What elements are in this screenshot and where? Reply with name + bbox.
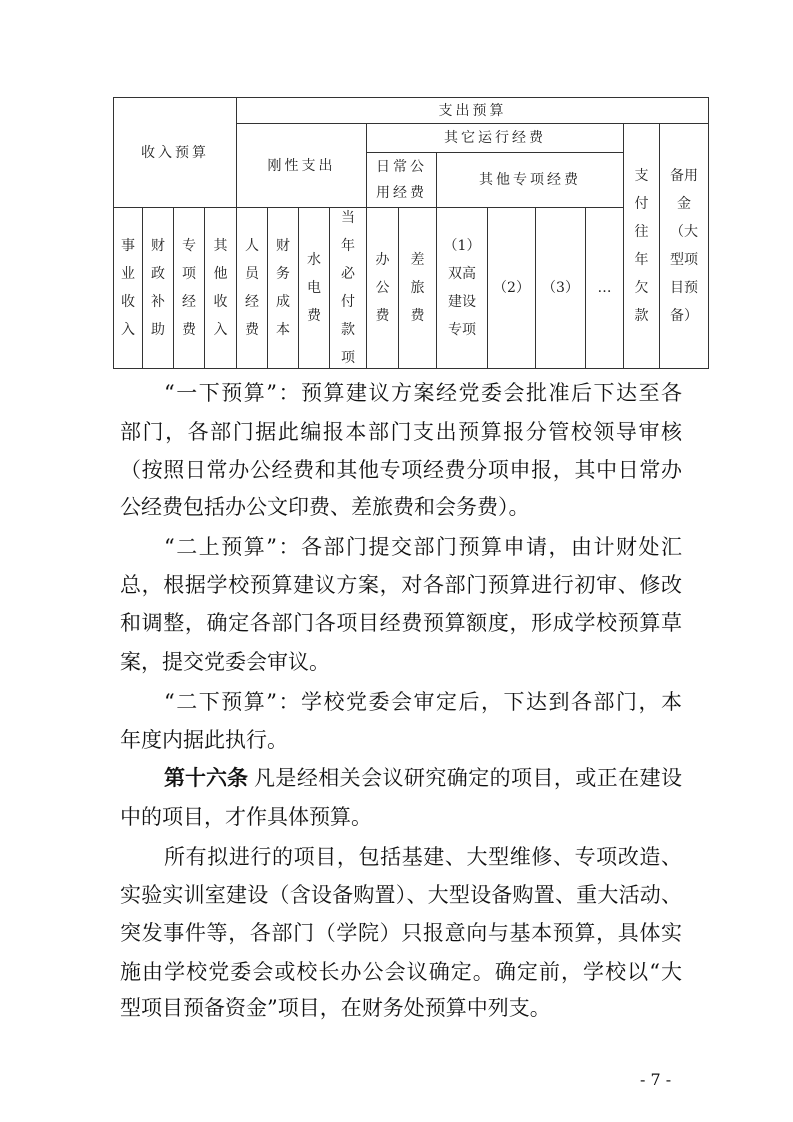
cell-text-line: 助 bbox=[151, 322, 165, 338]
cell-text-line: 费 bbox=[375, 308, 390, 324]
cell-text-line: 事 bbox=[121, 238, 135, 254]
cell-text-line: （1） bbox=[443, 238, 481, 254]
paragraph-line: 部门，各部门据此编报本部门支出预算报分管校领导审核 bbox=[120, 420, 682, 444]
cell-text-line: 政 bbox=[151, 266, 165, 282]
cell-text-line: 收 bbox=[213, 294, 228, 310]
cell-text-line: （2） bbox=[493, 280, 530, 296]
cell-text-line: 务 bbox=[276, 266, 290, 282]
cell-text-line: 往 bbox=[634, 224, 649, 240]
cell-text-line: 付 bbox=[634, 196, 649, 212]
rigid-expenditure-header bbox=[236, 123, 367, 208]
paragraph-line: 所有拟进行的项目，包括基建、大型维修、专项改造、 bbox=[164, 845, 682, 869]
cell-text-line: 款 bbox=[341, 322, 355, 338]
table-leaf-header bbox=[585, 207, 624, 369]
cell-text-line: 成 bbox=[276, 294, 290, 310]
past-arrears-header bbox=[623, 123, 660, 369]
cell-text-line: 备） bbox=[670, 308, 698, 324]
cell-text-line: 必 bbox=[341, 266, 355, 282]
paragraph-line: “二上预算”：各部门提交部门预算申请，由计财处汇 bbox=[164, 535, 682, 559]
table-leaf-header bbox=[487, 207, 536, 369]
paragraph-line: 年度内据此执行。 bbox=[120, 728, 288, 752]
reserve-fund-header bbox=[659, 123, 709, 369]
other-special-funds-header bbox=[436, 152, 624, 208]
cell-text-line: 支出预算 bbox=[438, 102, 507, 119]
cell-text-line: 差 bbox=[410, 252, 425, 268]
table-leaf-header bbox=[436, 207, 488, 369]
cell-text-line: 人 bbox=[245, 238, 259, 254]
paragraph-text: 凡是经相关会议研究确定的项目，或正在建设 bbox=[254, 766, 682, 790]
cell-text-line: 其他专项经费 bbox=[479, 172, 581, 188]
cell-text-line: 建设 bbox=[448, 294, 476, 310]
cell-text-line: 款 bbox=[634, 308, 649, 324]
cell-text-line: 办 bbox=[375, 252, 390, 268]
cell-text-line: 金 bbox=[677, 196, 691, 212]
cell-text-line: 其 bbox=[213, 238, 228, 254]
cell-text-line: 备用 bbox=[670, 168, 698, 184]
paragraph-line: “二下预算”：学校党委会审定后，下达到各部门，本 bbox=[164, 690, 682, 714]
paragraph-line: 实验实训室建设（含设备购置）、大型设备购置、重大活动、 bbox=[120, 883, 682, 907]
expenditure-budget-header bbox=[236, 97, 709, 124]
table-leaf-header bbox=[204, 207, 237, 369]
page-number: - 7 - bbox=[640, 1070, 672, 1089]
cell-text-line: 专项 bbox=[448, 322, 476, 338]
cell-text-line: 用经费 bbox=[376, 185, 427, 201]
cell-text-line: 日常公 bbox=[376, 159, 427, 175]
cell-text-line: 项 bbox=[341, 350, 355, 366]
cell-text-line: 项 bbox=[182, 266, 196, 282]
cell-text-line: 入 bbox=[121, 322, 135, 338]
paragraph-line: 型项目预备资金”项目，在财务处预算中列支。 bbox=[120, 996, 551, 1020]
cell-text-line: 本 bbox=[276, 322, 290, 338]
cell-text-line: 年 bbox=[634, 252, 649, 268]
cell-text-line: 欠 bbox=[634, 280, 649, 296]
cell-text-line: 型项 bbox=[670, 252, 698, 268]
table-leaf-header bbox=[298, 207, 330, 369]
cell-text-line: 费 bbox=[410, 308, 425, 324]
income-budget-header bbox=[113, 97, 237, 208]
cell-text-line: 入 bbox=[213, 322, 228, 338]
cell-text-line: 公 bbox=[375, 280, 390, 296]
table-leaf-header bbox=[236, 207, 268, 369]
daily-office-funds-header bbox=[366, 152, 437, 208]
paragraph-line: 总，根据学校预算建议方案，对各部门预算进行初审、修改 bbox=[120, 573, 682, 597]
cell-text-line: 目预 bbox=[670, 280, 698, 296]
cell-text-line: （3） bbox=[542, 280, 579, 296]
table-leaf-header bbox=[142, 207, 174, 369]
paragraph-line: 中的项目，才作具体预算。 bbox=[120, 805, 372, 829]
cell-text-line: 当 bbox=[341, 210, 355, 226]
cell-text-line: 旅 bbox=[410, 280, 425, 296]
table-leaf-header bbox=[535, 207, 586, 369]
cell-text-line: 费 bbox=[307, 308, 321, 324]
cell-text-line: 财 bbox=[276, 238, 290, 254]
table-leaf-header bbox=[267, 207, 299, 369]
cell-text-line: 双高 bbox=[448, 266, 476, 282]
cell-text-line: 费 bbox=[245, 322, 259, 338]
cell-text-line: 收 bbox=[121, 294, 135, 310]
cell-text-line: 业 bbox=[121, 266, 135, 282]
paragraph-line: 施由学校党委会或校长办公会议确定。确定前，学校以“大 bbox=[120, 960, 682, 984]
table-leaf-header bbox=[366, 207, 399, 369]
paragraph-line: 案，提交党委会审议。 bbox=[120, 650, 330, 674]
paragraph-line: 公经费包括办公文印费、差旅费和会务费）。 bbox=[120, 495, 530, 519]
paragraph-line: “一下预算”：预算建议方案经党委会批准后下达至各 bbox=[164, 381, 682, 405]
table-leaf-header bbox=[113, 207, 143, 369]
cell-text-line: 付 bbox=[341, 294, 355, 310]
cell-text-line: 财 bbox=[151, 238, 165, 254]
cell-text-line: 支 bbox=[634, 168, 649, 184]
cell-text-line: （大 bbox=[670, 224, 698, 240]
cell-text-line: 补 bbox=[151, 294, 165, 310]
cell-text-line: 经 bbox=[182, 294, 196, 310]
cell-text-line: 电 bbox=[307, 280, 321, 296]
table-leaf-header bbox=[398, 207, 437, 369]
cell-text-line: 其它运行经费 bbox=[444, 130, 546, 146]
table-leaf-header bbox=[329, 207, 367, 369]
cell-text-line: 经 bbox=[245, 294, 259, 310]
article-16-line bbox=[164, 763, 682, 793]
cell-text-line: … bbox=[597, 280, 612, 296]
cell-text-line: 年 bbox=[341, 238, 355, 254]
cell-text-line: 刚性支出 bbox=[267, 157, 336, 174]
cell-text-line: 水 bbox=[307, 252, 321, 268]
cell-text-line: 他 bbox=[213, 266, 228, 282]
paragraph-line: 和调整，确定各部门各项目经费预算额度，形成学校预算草 bbox=[120, 611, 682, 635]
cell-text-line: 收入预算 bbox=[141, 144, 209, 161]
cell-text-line: 专 bbox=[182, 238, 196, 254]
paragraph-line: 突发事件等，各部门（学院）只报意向与基本预算，具体实 bbox=[120, 921, 682, 945]
paragraph-line: （按照日常办公经费和其他专项经费分项申报，其中日常办 bbox=[120, 458, 682, 482]
other-operating-funds-header bbox=[366, 123, 624, 153]
table-leaf-header bbox=[173, 207, 205, 369]
cell-text-line: 费 bbox=[182, 322, 196, 338]
cell-text-line: 员 bbox=[245, 266, 259, 282]
article-number: 第十六条 bbox=[164, 765, 248, 790]
